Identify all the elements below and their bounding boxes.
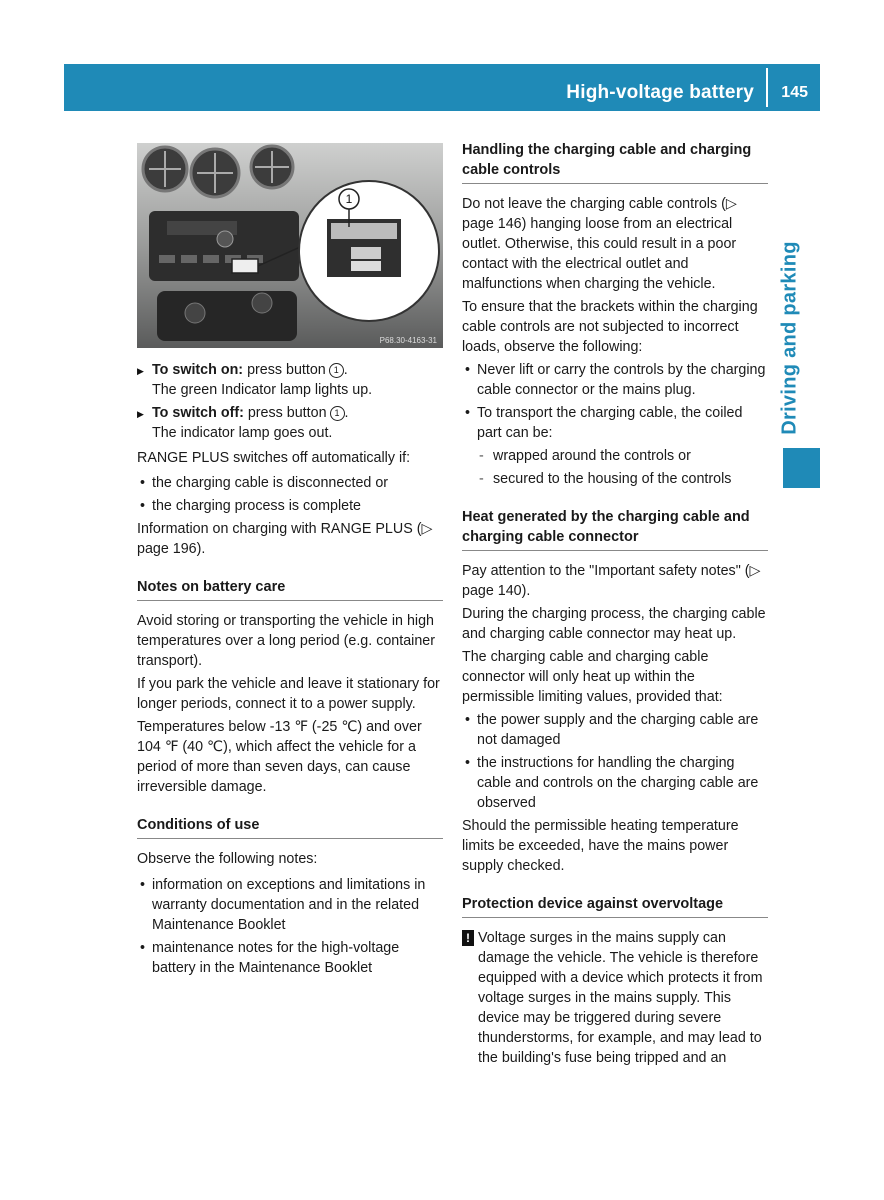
list-item: • information on exceptions and limitations in warranty documentation and in the related Maintenance Booklet: [137, 875, 443, 935]
auto-off-intro: RANGE PLUS switches off automatically if:: [137, 450, 411, 466]
page-header: [64, 64, 820, 111]
switch-off-period: .: [344, 405, 349, 421]
page-number: 145: [781, 84, 808, 101]
left-column: [137, 143, 443, 981]
list-item: • the charging cable is disconnected or: [137, 473, 443, 493]
sub-list-item: - secured to the housing of the controls: [462, 469, 768, 489]
range-plus-reference: Information on charging with RANGE PLUS (▷ page 196).: [137, 521, 433, 557]
figure-code: P68.30-4163-31: [379, 336, 437, 345]
paragraph: If you park the vehicle and leave it stationary for longer periods, connect it to a power supply.: [137, 676, 440, 712]
exclamation-icon: !: [462, 930, 474, 946]
list-item: • maintenance notes for the high-voltage battery in the Maintenance Booklet: [137, 938, 443, 978]
heading-conditions-of-use: Conditions of use: [137, 815, 443, 839]
section-title: High-voltage battery: [566, 82, 754, 103]
figure-callout: 1: [345, 192, 353, 206]
header-divider: [766, 68, 768, 107]
chapter-tab: [760, 230, 820, 445]
list-item: • the instructions for handling the charging cable and controls on the charging cable are observed: [462, 753, 768, 813]
heading-battery-care: Notes on battery care: [137, 577, 443, 601]
chapter-tab-marker: [783, 448, 820, 488]
sub-list-item: - wrapped around the controls or: [462, 446, 768, 466]
warning-text: Voltage surges in the mains supply can damage the vehicle. The vehicle is therefore equipped with a device which protects it from voltage surges in the mains supply. This device may be triggered during severe thunderstorms, for example, and may lead to the building's fuse being tripped and an: [478, 930, 763, 1066]
heading-heat-generated: Heat generated by the charging cable and charging cable connector: [462, 507, 768, 551]
paragraph: Temperatures below -13 ℉ (-25 ℃) and over 104 ℉ (40 ℃), which affect the vehicle for a period of more than seven days, can cause irreversible damage.: [137, 719, 422, 795]
switch-on-text: press button: [247, 362, 326, 378]
paragraph: Should the permissible heating temperature limits be exceeded, have the mains power supply checked.: [462, 818, 739, 874]
paragraph: Pay attention to the "Important safety notes" (▷ page 140).: [462, 563, 761, 599]
paragraph: Observe the following notes:: [137, 851, 318, 867]
switch-off-result: The indicator lamp goes out.: [152, 425, 333, 441]
paragraph: Avoid storing or transporting the vehicle in high temperatures over a long period (e.g. container transport).: [137, 613, 436, 669]
switch-on-step: [137, 360, 443, 400]
heading-charging-cable-handling: Handling the charging cable and charging cable controls: [462, 140, 768, 184]
button-1-symbol: 1: [330, 406, 345, 421]
switch-on-result: The green Indicator lamp lights up.: [152, 382, 373, 398]
right-column: [462, 140, 768, 1068]
paragraph: During the charging process, the charging cable and charging cable connector may heat up.: [462, 606, 766, 642]
dashboard-photo: [137, 143, 443, 348]
paragraph: To ensure that the brackets within the charging cable controls are not subjected to incorrect loads, observe the following:: [462, 299, 758, 355]
chapter-tab-label: Driving and parking: [778, 241, 801, 435]
switch-off-label: To switch off:: [152, 405, 244, 421]
paragraph: Do not leave the charging cable controls (▷ page 146) hanging loose from an electrical outlet. Otherwise, this could result in a poor contact with the electrical outlet and malfunctions when charging the vehicle.: [462, 196, 737, 292]
switch-on-period: .: [343, 362, 348, 378]
switch-off-step: [137, 403, 443, 443]
paragraph: The charging cable and charging cable connector will only heat up within the permissible limiting values, provided that:: [462, 649, 723, 705]
list-item: • the charging process is complete: [137, 496, 443, 516]
button-1-symbol: 1: [329, 363, 344, 378]
warning-note: [462, 928, 768, 1068]
list-item: • To transport the charging cable, the coiled part can be:: [462, 403, 768, 443]
list-item: • Never lift or carry the controls by the charging cable connector or the mains plug.: [462, 360, 768, 400]
heading-overvoltage-protection: Protection device against overvoltage: [462, 894, 768, 918]
list-item: • the power supply and the charging cable are not damaged: [462, 710, 768, 750]
switch-on-label: To switch on:: [152, 362, 244, 378]
switch-off-text: press button: [247, 405, 327, 421]
